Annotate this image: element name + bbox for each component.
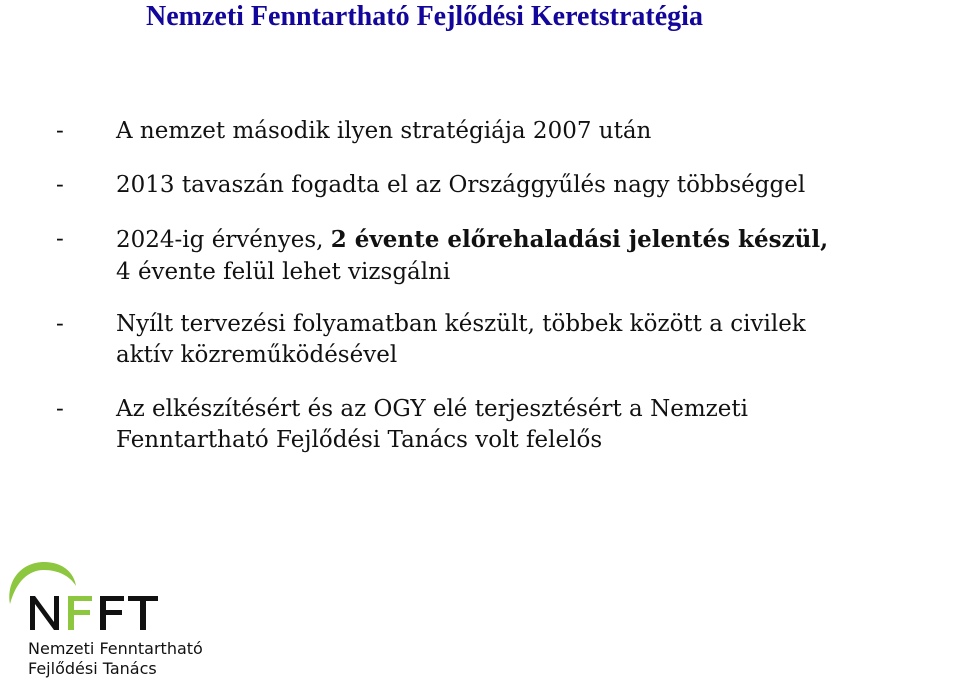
nfft-logo-mark: [0, 552, 230, 642]
bullet-dash: -: [56, 118, 64, 144]
bullet-text-line2: aktív közreműködésével: [116, 342, 398, 368]
logo-text-line1: Nemzeti Fenntartható: [28, 639, 203, 658]
bullet-text: Nyílt tervezési folyamatban készült, többek között a civilek: [116, 311, 806, 337]
bullet-text: 2013 tavaszán fogadta el az Országgyűlés nagy többséggel: [116, 172, 806, 198]
bullet-dash: -: [56, 172, 64, 198]
swoosh-icon: [9, 562, 76, 604]
bullet-text: A nemzet második ilyen stratégiája 2007 után: [116, 118, 652, 144]
bullet-text-line2: 4 évente felül lehet vizsgálni: [116, 259, 451, 285]
letter-n-icon: [30, 596, 59, 630]
letter-t-icon: [128, 596, 158, 630]
letter-f-dark-icon: [100, 596, 124, 630]
bullet-text: [116, 224, 828, 256]
letter-f-green-icon: [68, 596, 92, 630]
bullet-dash: -: [56, 396, 64, 422]
bullet-text-plain: 2024-ig érvényes,: [116, 227, 331, 253]
bullet-dash: -: [56, 226, 64, 252]
page-title: Nemzeti Fenntartható Fejlődési Keretstratégia: [146, 1, 703, 32]
nfft-logo: [0, 552, 230, 680]
bullet-dash: -: [56, 311, 64, 337]
bullet-text-line2: Fenntartható Fejlődési Tanács volt felelős: [116, 427, 603, 453]
bullet-text: Az elkészítésért és az OGY elé terjesztésért a Nemzeti: [116, 396, 748, 422]
bullet-text-bold: 2 évente előrehaladási jelentés készül,: [330, 226, 829, 253]
logo-text-line2: Fejlődési Tanács: [28, 659, 157, 678]
